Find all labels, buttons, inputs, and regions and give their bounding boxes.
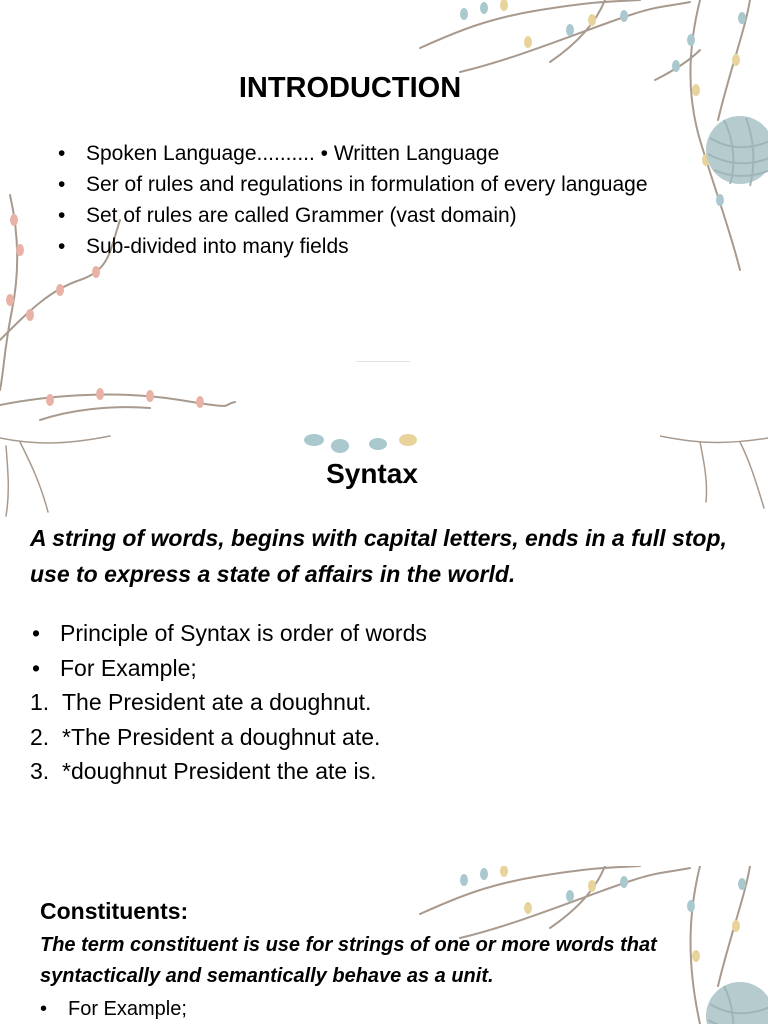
section-title: Syntax	[326, 458, 418, 489]
list-item: • Ser of rules and regulations in formulation of every language	[58, 169, 658, 200]
list-item: • Set of rules are called Grammer (vast domain)	[58, 200, 658, 231]
list-item: • For Example;	[30, 651, 730, 686]
section-title: Constituents:	[40, 898, 189, 924]
syntax-bullet-list	[30, 616, 730, 685]
slide-constituents	[0, 866, 768, 1024]
list-item	[30, 685, 730, 720]
list-item	[30, 720, 730, 755]
list-item: • For Example;	[40, 994, 640, 1024]
constituents-bullet-list	[40, 994, 640, 1024]
slide-introduction	[0, 0, 768, 432]
page-title: INTRODUCTION	[238, 72, 462, 104]
list-item-number: 3.	[30, 758, 50, 784]
list-item-text: *The President a doughnut ate.	[62, 723, 381, 750]
list-item-text: The President ate a doughnut.	[62, 689, 372, 715]
list-item: • Spoken Language.......... • Written Language	[58, 138, 658, 169]
list-item-text: *doughnut President the ate is.	[62, 758, 377, 784]
list-item: • Principle of Syntax is order of words	[30, 616, 730, 651]
list-item-number: 2.	[30, 723, 50, 750]
yarn-ball-icon	[700, 110, 768, 190]
syntax-example-list	[30, 685, 730, 789]
list-item-number: 1.	[30, 689, 50, 715]
faint-divider-line	[356, 361, 410, 362]
list-item	[30, 754, 730, 789]
list-item: • Sub-divided into many fields	[58, 231, 658, 262]
constituents-definition: The term constituent is use for strings of one or more words that syntactically and semantically behave as a unit.	[40, 934, 657, 987]
introduction-bullet-list	[58, 138, 658, 262]
slide-syntax	[0, 432, 768, 866]
syntax-definition: A string of words, begins with capital letters, ends in a full stop, use to express a state of affairs in the world.	[30, 525, 727, 587]
